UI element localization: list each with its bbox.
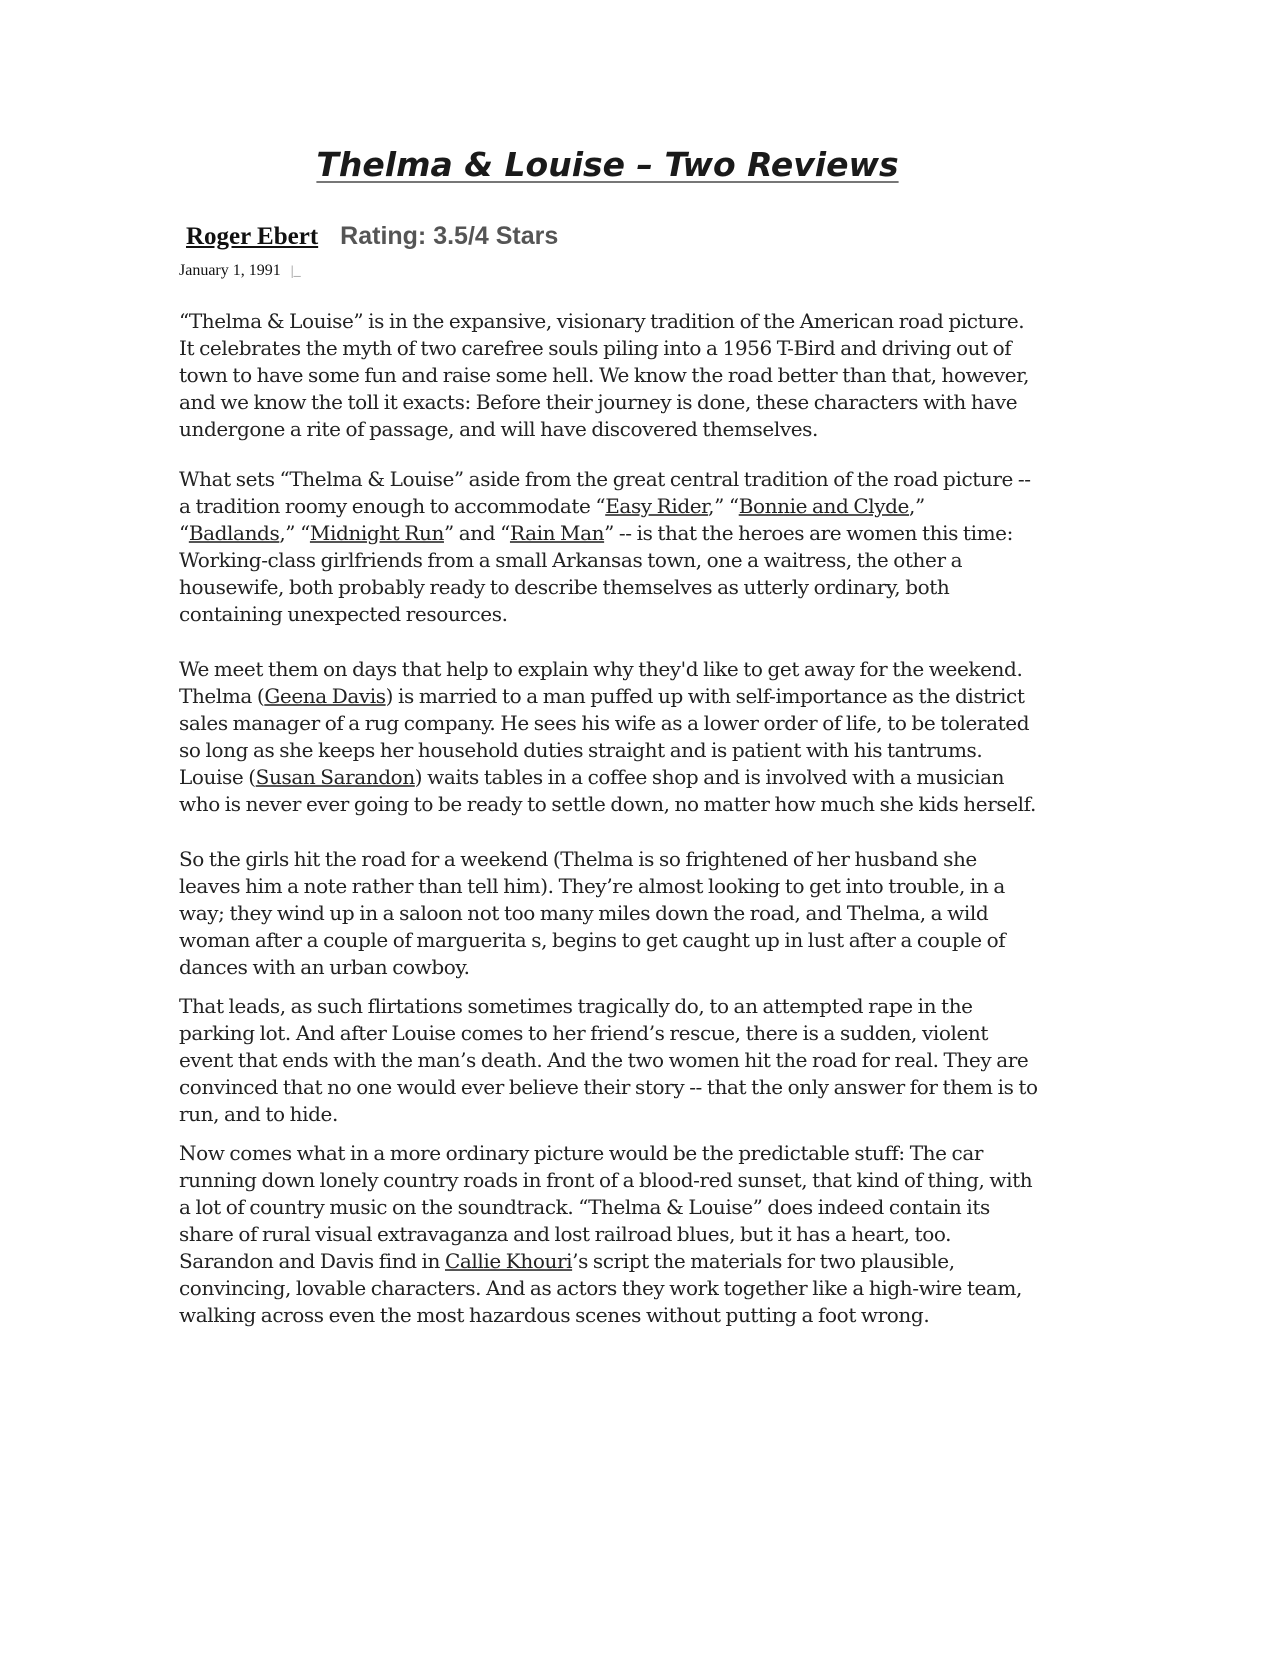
review-date (179, 262, 301, 280)
paragraph-text: Now comes what in a more ordinary picture would be the predictable stuff: The car running down lonely country roads in front of a blood-red sunset, that kind of thing, with a lot of country music on the soundtrack. “Thelma & Louise” does indeed contain its share of rural visual extravaganza and lost railroad blues, but it has a heart, too. Sarandon and Davis find in (179, 1141, 1033, 1273)
review-body (179, 308, 1041, 1352)
paragraph-text: “Thelma & Louise” is in the expansive, visionary tradition of the American road picture. It celebrates the myth of two carefree souls piling into a 1956 T-Bird and driving out of town to have some fun and raise some hell. We know the road better than that, however, and we know the toll it exacts: Before their journey is done, these characters with have undergone a rite of passage, and will have discovered themselves. (179, 309, 1030, 441)
film-link[interactable]: Rain Man (509, 521, 605, 545)
date-text: January 1, 1991 (179, 262, 281, 279)
film-link[interactable]: Midnight Run (309, 521, 444, 545)
title-text: Thelma & Louise – Two Reviews (316, 145, 899, 184)
film-link[interactable]: Easy Rider (605, 494, 709, 518)
paragraph-text: ,” “ (708, 494, 739, 518)
film-link[interactable]: Geena Davis (264, 684, 386, 708)
paragraph-text: ) waits tables in a coffee shop and is involved with a musician who is never ever going to be ready to settle down, no matter how much she kids herself. (179, 765, 1036, 816)
author-name[interactable]: Roger Ebert (186, 223, 319, 250)
paragraph-text: What sets “Thelma & Louise” aside from the great central tradition of the road picture -- a tradition roomy enough to accommodate “ (179, 467, 1031, 518)
film-link[interactable]: Bonnie and Clyde (738, 494, 909, 518)
review-paragraph (179, 308, 1041, 443)
review-byline (186, 222, 558, 251)
review-paragraph (179, 846, 1041, 981)
paragraph-text: ” -- is that the heroes are women this time: Working-class girlfriends from a small Arkansas town, one a waitress, the other a housewife, both probably ready to describe themselves as utterly ordinary, both containing unexpected resources. (179, 521, 1013, 626)
review-paragraph (179, 466, 1041, 628)
paragraph-text: ” and “ (443, 521, 510, 545)
paragraph-text: ,” “ (279, 521, 310, 545)
paragraph-text: That leads, as such flirtations sometimes tragically do, to an attempted rape in the parking lot. And after Louise comes to her friend’s rescue, there is a sudden, violent event that ends with the man’s death. And the two women hit the road for real. They are convinced that no one would ever believe their story -- that the only answer for them is to run, and to hide. (179, 994, 1038, 1126)
paragraph-text: ,” “ (179, 494, 925, 545)
paragraph-text: ) is married to a man puffed up with self-importance as the district sales manager of a rug company. He sees his wife as a lower order of life, to be tolerated so long as she keeps her household duties straight and is patient with his tantrums. Louise ( (179, 684, 1030, 789)
film-link[interactable]: Badlands (188, 521, 280, 545)
rating: Rating: 3.5/4 Stars (340, 222, 559, 250)
review-paragraph (179, 1140, 1041, 1329)
paragraph-text: We meet them on days that help to explain why they'd like to get away for the weekend. Thelma ( (179, 657, 1023, 708)
film-link[interactable]: Callie Khouri (445, 1249, 573, 1273)
page-title (0, 145, 1215, 184)
paragraph-text: ’s script the materials for two plausible, convincing, lovable characters. And as actors they work together like a high-wire team, walking across even the most hazardous scenes without putting a foot wrong. (179, 1249, 1022, 1327)
review-paragraph (179, 656, 1041, 818)
film-link[interactable]: Susan Sarandon (255, 765, 415, 789)
review-paragraph (179, 993, 1041, 1128)
text-cursor-mark: |_ (290, 264, 301, 279)
paragraph-text: So the girls hit the road for a weekend (Thelma is so frightened of her husband she leaves him a note rather than tell him). They’re almost looking to get into trouble, in a way; they wind up in a saloon not too many miles down the road, and Thelma, a wild woman after a couple of marguerita s, begins to get caught up in lust after a couple of dances with an urban cowboy. (179, 847, 1006, 979)
